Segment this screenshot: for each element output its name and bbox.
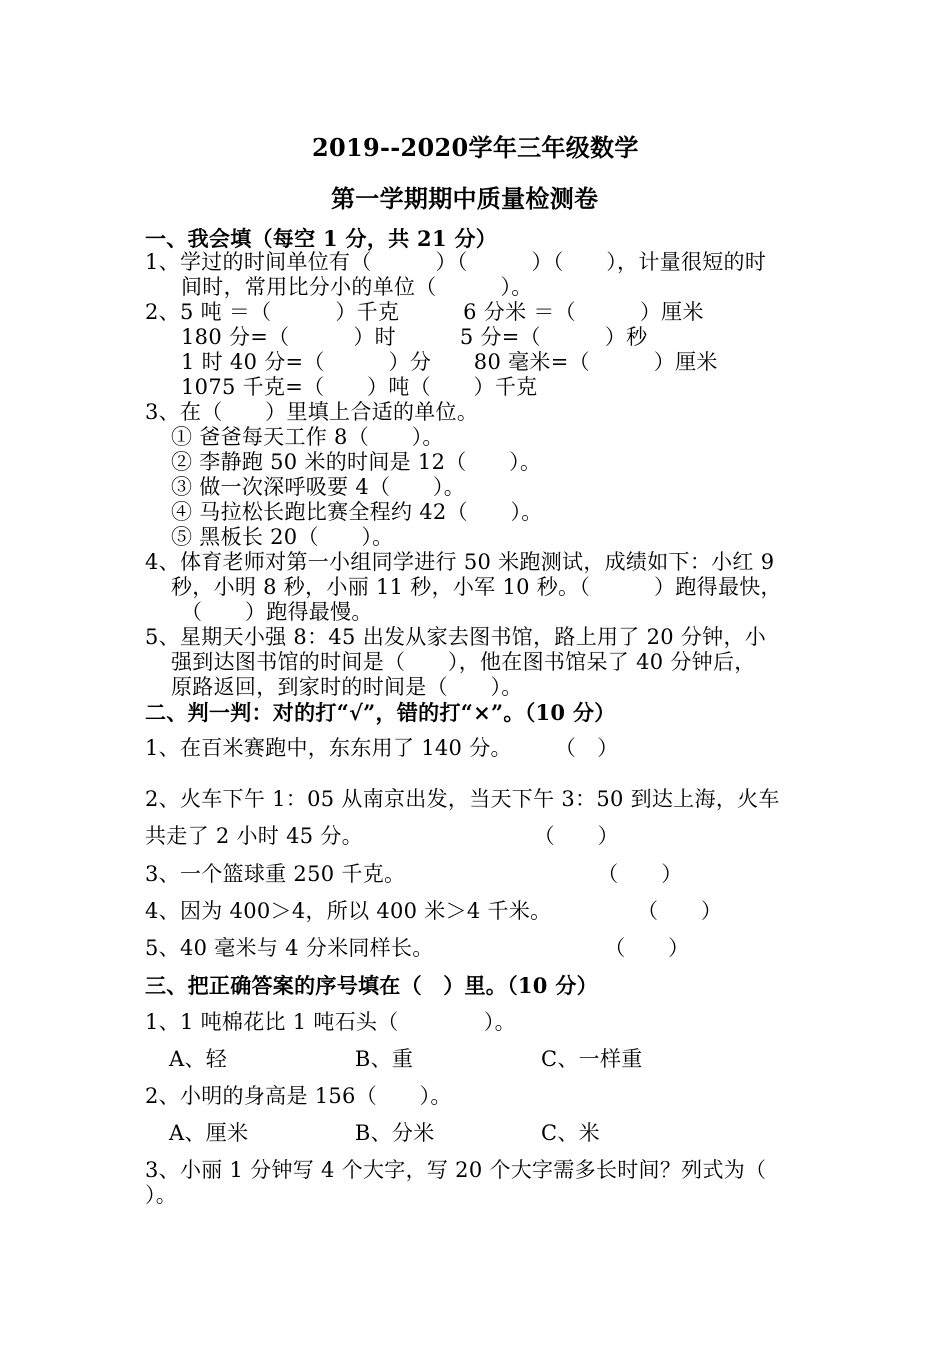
question-text: 原路返回，到家时的时间是（ ）。 <box>171 675 523 699</box>
question-text: 3、一个篮球重 250 千克。 （ ） <box>145 862 683 886</box>
page-title: 2019--2020学年三年级数学 <box>312 133 639 162</box>
question-text: ④ 马拉松长跑比赛全程约 42（ ）。 <box>171 500 543 524</box>
section-2-heading: 二、判一判：对的打“√”，错的打“×”。（10 分） <box>145 700 616 725</box>
section-1-heading: 一、我会填（每空 1 分，共 21 分） <box>145 226 498 251</box>
question-text: 共走了 2 小时 45 分。 （ ） <box>145 824 619 848</box>
question-text: 间时，常用比分小的单位（ ）。 <box>181 275 533 299</box>
page-subtitle: 第一学期期中质量检测卷 <box>331 184 599 213</box>
question-text: ）。 <box>145 1183 178 1207</box>
question-text: 秒，小明 8 秒，小丽 11 秒，小军 10 秒。（ ）跑得最快， <box>171 575 782 599</box>
question-text: 5、40 毫米与 4 分米同样长。 （ ） <box>145 936 690 960</box>
question-text: 1、1 吨棉花比 1 吨石头（ ）。 <box>145 1010 516 1034</box>
question-text: 4、体育老师对第一小组同学进行 50 米跑测试，成绩如下：小红 9 <box>145 550 775 574</box>
question-text: 2、5 吨 ＝（ ）千克 6 分米 ＝（ ）厘米 <box>145 300 704 324</box>
question-text: 2、火车下午 1：05 从南京出发，当天下午 3：50 到达上海，火车 <box>145 787 780 811</box>
question-text: ① 爸爸每天工作 8（ ）。 <box>171 425 444 449</box>
question-text: 3、小丽 1 分钟写 4 个大字，写 20 个大字需多长时间？列式为（ <box>145 1158 767 1182</box>
answer-options: A、厘米 B、分米 C、米 <box>169 1121 600 1145</box>
question-text: ② 李静跑 50 米的时间是 12（ ）。 <box>171 450 542 474</box>
section-3-heading: 三、把正确答案的序号填在（ ）里。（10 分） <box>145 973 598 998</box>
question-text: 1、学过的时间单位有（ ）（ ）（ ），计量很短的时 <box>145 250 767 274</box>
question-text: 1、在百米赛跑中，东东用了 140 分。 （ ） <box>145 736 619 760</box>
question-text: 4、因为 400＞4，所以 400 米＞4 千米。 （ ） <box>145 899 723 923</box>
answer-options: A、轻 B、重 C、一样重 <box>169 1047 643 1071</box>
question-text: （ ）跑得最慢。 <box>181 600 373 624</box>
question-text: 2、小明的身高是 156（ ）。 <box>145 1084 452 1108</box>
question-text: ⑤ 黑板长 20（ ）。 <box>171 525 394 549</box>
question-text: 强到达图书馆的时间是（ ），他在图书馆呆了 40 分钟后， <box>171 650 756 674</box>
question-text: 180 分=（ ）时 5 分=（ ）秒 <box>181 325 648 349</box>
question-text: 5、星期天小强 8：45 出发从家去图书馆，路上用了 20 分钟，小 <box>145 625 767 649</box>
question-text: 1075 千克=（ ）吨（ ）千克 <box>181 375 538 399</box>
question-text: ③ 做一次深呼吸要 4（ ）。 <box>171 475 466 499</box>
question-text: 3、在（ ）里填上合适的单位。 <box>145 400 479 424</box>
question-text: 1 时 40 分=（ ）分 80 毫米=（ ）厘米 <box>181 350 718 374</box>
